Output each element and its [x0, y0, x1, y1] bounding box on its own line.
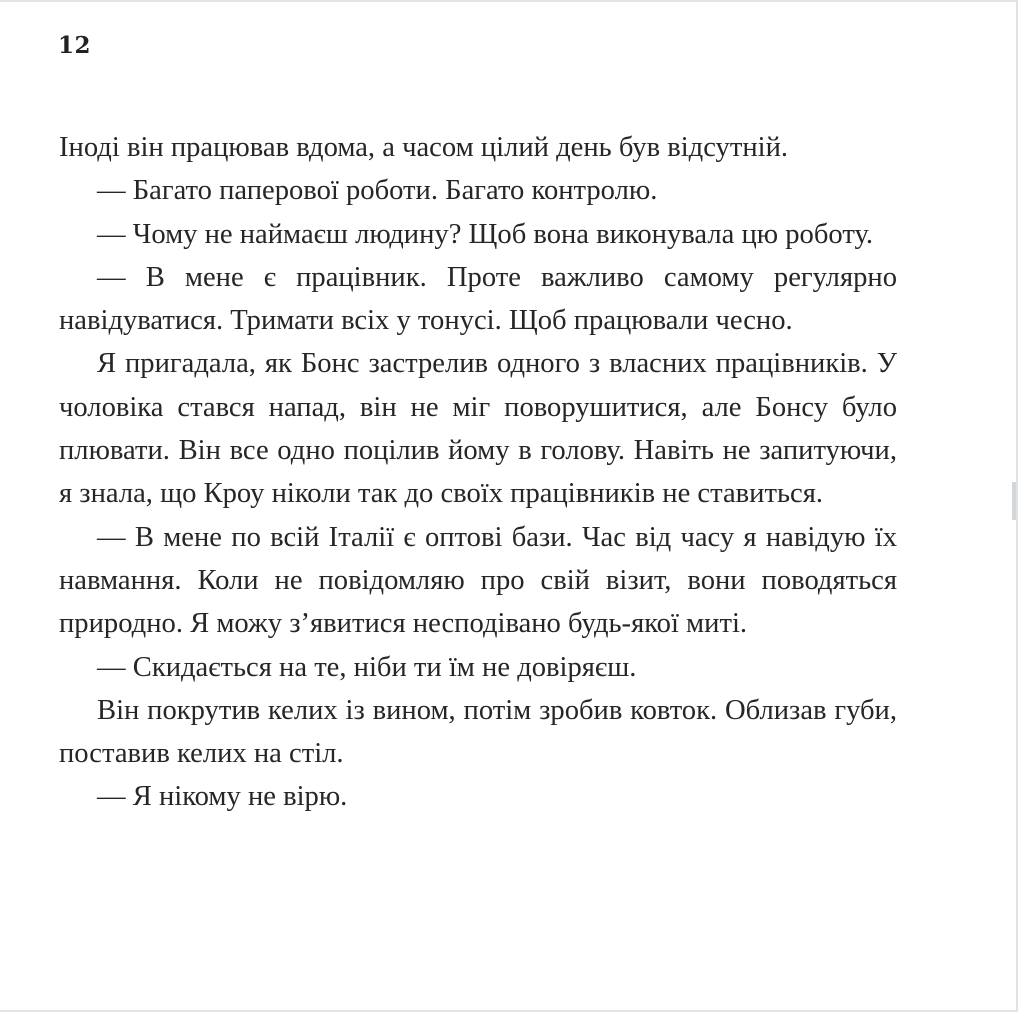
- paragraph: — В мене по всій Італії є оптові бази. Час від часу я навідую їх навмання. Коли не повідомляю про свій візит, вони поводяться природно. Я можу з’явитися несподівано будь-якої миті.: [59, 521, 897, 640]
- paragraph: — Багато паперової роботи. Багато контролю.: [97, 175, 658, 207]
- paragraph: — В мене є працівник. Проте важливо самому регулярно навідуватися. Тримати всіх у тонусі. Щоб працювали чесно.: [59, 261, 897, 337]
- paragraph: Іноді він працював вдома, а часом цілий день був відсутній.: [59, 132, 789, 163]
- page-body-text: [59, 126, 897, 819]
- scrollbar-notch[interactable]: [1012, 482, 1016, 520]
- page-number: 12: [58, 32, 92, 59]
- paragraph: — Я нікому не вірю.: [97, 781, 348, 813]
- paragraph: — Скидається на те, ніби ти їм не довіряєш.: [97, 651, 637, 683]
- paragraph: Він покрутив келих із вином, потім зробив ковток. Облизав губи, поставив келих на стіл.: [59, 694, 897, 770]
- paragraph: Я пригадала, як Бонс застрелив одного з власних працівників. У чоловіка стався напад, він не міг поворушитися, але Бонсу було плювати. Він все одно поцілив йому в голову. Навіть не запитуючи, я знала, що Кроу ніколи так до своїх працівників не ставиться.: [59, 348, 897, 510]
- paragraph: — Чому не наймаєш людину? Щоб вона виконувала цю роботу.: [97, 218, 874, 250]
